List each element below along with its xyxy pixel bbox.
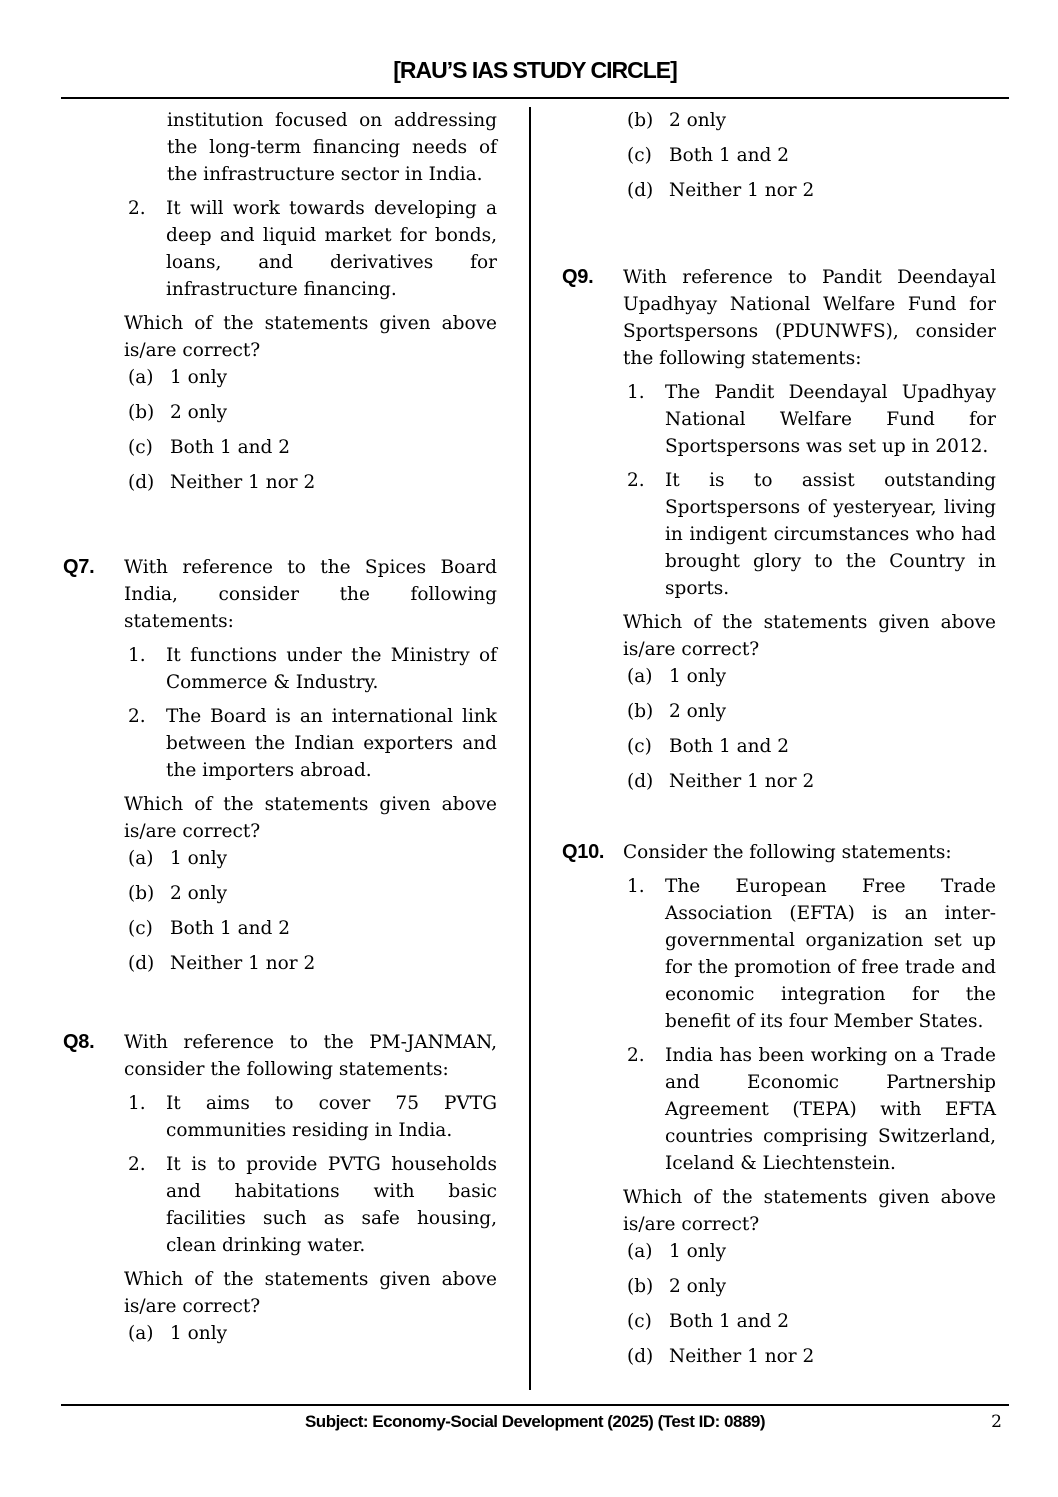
option-row — [627, 1308, 996, 1335]
option-text: 2 only — [669, 1276, 727, 1297]
option-row — [627, 698, 996, 725]
option-row — [128, 469, 497, 496]
statement-number: 1. — [627, 382, 645, 403]
option-text: 2 only — [170, 883, 228, 904]
statement-number: 2. — [627, 470, 645, 491]
page-number: 2 — [991, 1412, 1002, 1432]
statement-row — [128, 195, 497, 303]
option-label: (b) — [128, 883, 155, 904]
statement-row — [128, 1090, 497, 1144]
option-row — [627, 142, 996, 169]
statement-text: The European Free Trade Association (EFTA) is an inter-governmental organization set up for the promotion of free trade and economic integration for the benefit of its four Member States. — [665, 876, 996, 1032]
page-title: [RAU’S IAS STUDY CIRCLE] — [393, 57, 677, 83]
option-row — [627, 733, 996, 760]
option-row — [627, 177, 996, 204]
question-prompt: Which of the statements given above is/are correct? — [124, 313, 497, 361]
question-label-spacer — [63, 107, 124, 496]
option-text: 1 only — [669, 666, 727, 687]
option-text: Neither 1 nor 2 — [170, 472, 316, 493]
option-text: Neither 1 nor 2 — [669, 771, 815, 792]
option-label: (b) — [627, 110, 654, 131]
statement-row — [627, 1042, 996, 1177]
option-row — [128, 434, 497, 461]
question-q10 — [562, 839, 996, 1370]
statement-row — [627, 467, 996, 602]
statement-number: 2. — [128, 706, 146, 727]
statement-number: 1. — [128, 1093, 146, 1114]
option-row — [128, 845, 497, 872]
statement-text: It functions under the Ministry of Commerce & Industry. — [166, 645, 497, 693]
statement-row — [128, 642, 497, 696]
option-label: (c) — [128, 918, 153, 939]
option-text: Neither 1 nor 2 — [669, 1346, 815, 1367]
option-label: (a) — [627, 666, 653, 687]
option-text: Neither 1 nor 2 — [170, 953, 316, 974]
question-number: Q10. — [562, 841, 605, 863]
statement-number: 1. — [627, 876, 645, 897]
options-list — [623, 107, 996, 204]
option-label: (a) — [128, 1323, 154, 1344]
question-q6-continuation — [63, 107, 497, 496]
statement-number: 2. — [128, 198, 146, 219]
statement-text: It is to provide PVTG households and habitations with basic facilities such as safe housing, clean drinking water. — [166, 1154, 497, 1256]
option-label: (d) — [128, 472, 155, 493]
option-text: Both 1 and 2 — [669, 1311, 790, 1332]
option-label: (b) — [627, 1276, 654, 1297]
question-intro: With reference to the Spices Board India, consider the following statements: — [124, 557, 497, 632]
statement-row — [128, 703, 497, 784]
option-label: (c) — [627, 736, 652, 757]
question-prompt: Which of the statements given above is/are correct? — [124, 1269, 497, 1317]
options-list — [124, 364, 497, 496]
question-body — [124, 554, 497, 977]
option-label: (c) — [128, 437, 153, 458]
question-body — [623, 839, 996, 1370]
option-row — [627, 1343, 996, 1370]
option-row — [128, 1320, 497, 1347]
option-row — [128, 880, 497, 907]
question-q8 — [63, 1029, 497, 1347]
option-row — [128, 915, 497, 942]
footer-rule — [61, 1404, 1009, 1406]
option-label: (a) — [627, 1241, 653, 1262]
option-label: (d) — [627, 1346, 654, 1367]
option-text: 1 only — [170, 367, 228, 388]
question-intro: With reference to Pandit Deendayal Upadhyay National Welfare Fund for Sportspersons (PDUNWFS), consider the following statements: — [623, 267, 996, 369]
statement-text: The Pandit Deendayal Upadhyay National Welfare Fund for Sportspersons was set up in 2012. — [665, 382, 996, 457]
statement-text: It will work towards developing a deep and liquid market for bonds, loans, and derivatives for infrastructure financing. — [166, 198, 497, 300]
question-body — [623, 264, 996, 795]
option-text: 2 only — [669, 110, 727, 131]
option-text: Both 1 and 2 — [669, 145, 790, 166]
question-number: Q9. — [562, 266, 594, 288]
question-intro: With reference to the PM-JANMAN, consider the following statements: — [124, 1032, 497, 1080]
option-label: (a) — [128, 848, 154, 869]
question-number: Q8. — [63, 1031, 95, 1053]
option-row — [128, 950, 497, 977]
option-row — [627, 1273, 996, 1300]
option-row — [128, 364, 497, 391]
option-row — [627, 1238, 996, 1265]
option-label: (d) — [627, 180, 654, 201]
statement-number: 2. — [627, 1045, 645, 1066]
continuation-paragraph: institution focused on addressing the long-term financing needs of the infrastructure sector in India. — [167, 110, 497, 185]
option-text: 1 only — [669, 1241, 727, 1262]
statement-number: 1. — [128, 645, 146, 666]
statement-text: It aims to cover 75 PVTG communities residing in India. — [166, 1093, 497, 1141]
option-text: Neither 1 nor 2 — [669, 180, 815, 201]
question-prompt: Which of the statements given above is/are correct? — [623, 1187, 996, 1235]
statement-row — [627, 379, 996, 460]
question-prompt: Which of the statements given above is/are correct? — [623, 612, 996, 660]
option-text: 1 only — [170, 1323, 228, 1344]
question-body — [124, 1029, 497, 1347]
question-q8-options-continued — [562, 107, 996, 204]
column-divider — [529, 107, 531, 1390]
option-text: Both 1 and 2 — [669, 736, 790, 757]
option-row — [128, 399, 497, 426]
question-q7 — [63, 554, 497, 977]
options-list — [124, 1320, 497, 1347]
option-label: (d) — [128, 953, 155, 974]
question-intro: Consider the following statements: — [623, 842, 952, 863]
question-label-spacer — [562, 107, 623, 204]
footer-subject: Subject: Economy-Social Development (2025) (Test ID: 0889) — [304, 1412, 766, 1431]
option-text: 2 only — [669, 701, 727, 722]
statement-row — [627, 873, 996, 1035]
statement-text: India has been working on a Trade and Economic Partnership Agreement (TEPA) with EFTA countries comprising Switzerland, Iceland & Liechtenstein. — [665, 1045, 996, 1174]
left-column — [63, 107, 497, 1347]
statement-text: It is to assist outstanding Sportspersons of yesteryear, living in indigent circumstances who had brought glory to the Country in sports. — [665, 470, 996, 599]
option-text: Both 1 and 2 — [170, 437, 291, 458]
option-text: Both 1 and 2 — [170, 918, 291, 939]
option-label: (c) — [627, 145, 652, 166]
option-label: (b) — [128, 402, 155, 423]
options-list — [623, 1238, 996, 1370]
question-prompt: Which of the statements given above is/are correct? — [124, 794, 497, 842]
statement-row — [128, 1151, 497, 1259]
statement-number: 2. — [128, 1154, 146, 1175]
question-body — [124, 107, 497, 496]
option-text: 2 only — [170, 402, 228, 423]
question-q9 — [562, 264, 996, 795]
option-row — [627, 768, 996, 795]
option-text: 1 only — [170, 848, 228, 869]
header-rule — [61, 97, 1009, 99]
option-row — [627, 107, 996, 134]
option-label: (d) — [627, 771, 654, 792]
option-label: (c) — [627, 1311, 652, 1332]
options-list — [124, 845, 497, 977]
options-list — [623, 663, 996, 795]
right-column — [562, 107, 996, 1370]
option-row — [627, 663, 996, 690]
option-label: (b) — [627, 701, 654, 722]
statement-text: The Board is an international link between the Indian exporters and the importers abroad. — [166, 706, 497, 781]
option-label: (a) — [128, 367, 154, 388]
question-body — [623, 107, 996, 204]
question-number: Q7. — [63, 556, 95, 578]
